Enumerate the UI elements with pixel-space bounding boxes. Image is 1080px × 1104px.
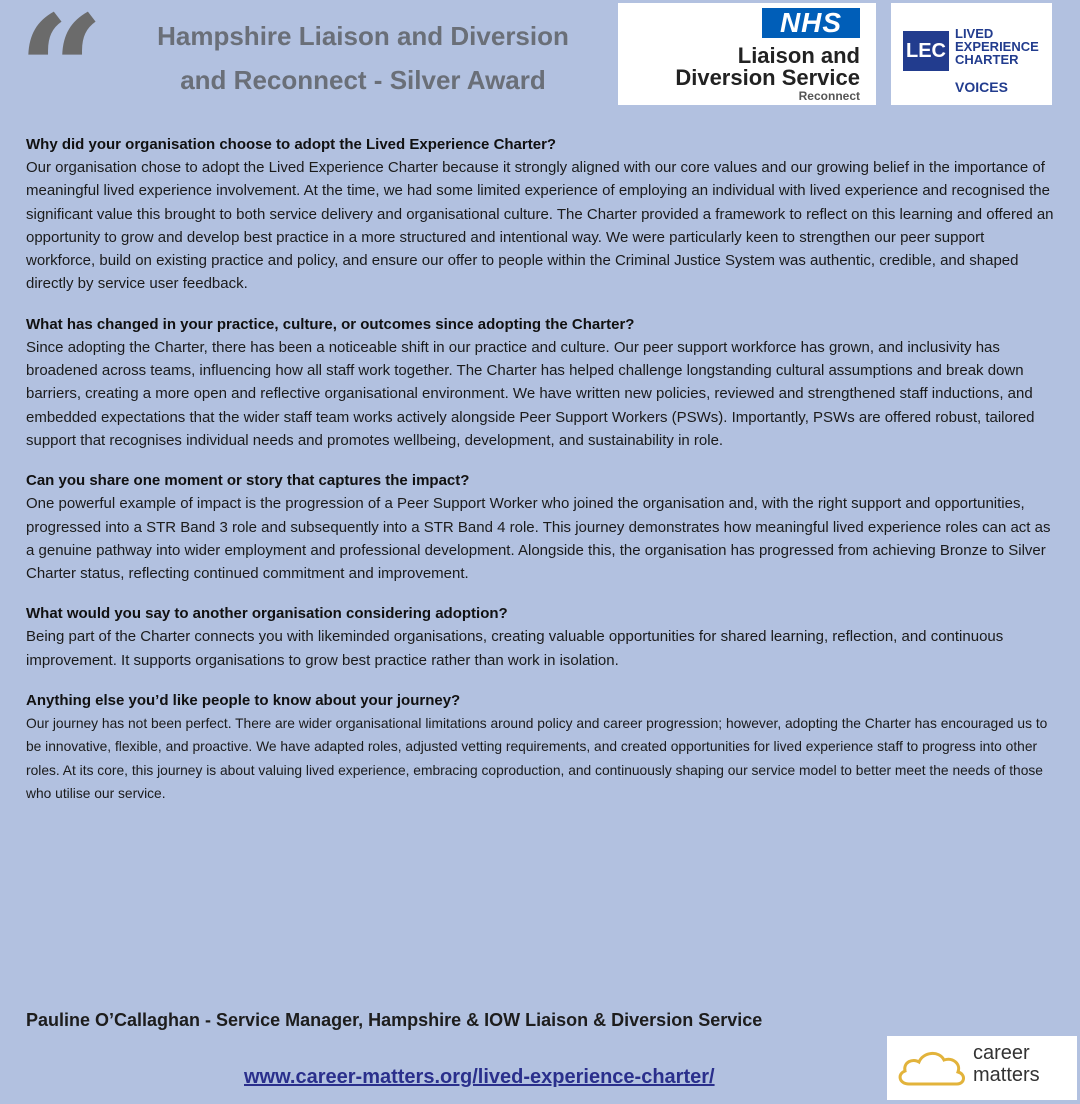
quote-mark-icon: “ [18, 0, 105, 159]
page-title [118, 14, 608, 102]
qa-section-why-adopt [26, 134, 1056, 296]
nhs-liaison-diversion-logo [618, 3, 876, 105]
nhs-badge: NHS [762, 8, 860, 38]
answer: One powerful example of impact is the progression of a Peer Support Worker who joined the organisation and, with the right support and opportunities, progressed into a STR Band 3 role and subsequently into a STR Band 4 role. This journey demonstrates how meaningful lived experience roles can act as a genuine pathway into wider employment and professional development. Alongside this, the organisation has progressed from achieving Bronze to Silver Charter status, reflecting continued commitment and improvement. [26, 495, 1051, 583]
lec-badge: LEC [903, 31, 949, 71]
nhs-logo-line-1: Liaison and [737, 43, 860, 68]
nhs-logo-line-2: Diversion Service [675, 65, 860, 90]
lec-line-2: EXPERIENCE [955, 39, 1039, 54]
title-line-2: and Reconnect - Silver Award [180, 65, 546, 95]
lec-line-1: LIVED [955, 26, 994, 41]
answer: Our organisation chose to adopt the Lived Experience Charter because it strongly aligned with our core values and our growing belief in the importance of meaningful lived experience involvement. At the time, we had some limited experience of employing an individual with lived experience and recognised the significant value this brought to both service delivery and organisational culture. The Charter provided a framework to reflect on this learning and offered an opportunity to grow and develop best practice in a more structured and intentional way. We were particularly keen to strengthen our peer support workforce, build on existing practice and policy, and ensure our offer to people within the Criminal Justice System was authentic, credible, and shaped directly by service user feedback. [26, 159, 1054, 293]
qa-content [26, 134, 1056, 823]
answer: Since adopting the Charter, there has been a noticeable shift in our practice and culture. Our peer support workforce has grown, and inclusivity has broadened across teams, influencing how all staff work together. The Charter has helped challenge longstanding cultural assumptions and break down barriers, creating a more open and reflective organisational environment. We have written new policies, reviewed and strengthened staff inductions, and embedded expectations that the wider staff team works actively alongside Peer Support Workers (PSWs). Importantly, PSWs are offered robust, tailored support that recognises individual needs and promotes wellbeing, development, and sustainability in role. [26, 338, 1035, 449]
question: Why did your organisation choose to adopt the Lived Experience Charter? [26, 136, 557, 153]
career-matters-line-1: career [973, 1042, 1030, 1064]
qa-section-what-changed [26, 314, 1056, 452]
signature: Pauline O’Callaghan - Service Manager, Hampshire & IOW Liaison & Diversion Service [26, 1010, 763, 1030]
career-matters-wordmark [973, 1042, 1040, 1086]
career-matters-line-2: matters [973, 1064, 1040, 1086]
title-line-1: Hampshire Liaison and Diversion [157, 21, 569, 51]
question: Can you share one moment or story that captures the impact? [26, 472, 470, 490]
nhs-logo-subtitle: Reconnect [798, 89, 860, 103]
answer: Our journey has not been perfect. There are wider organisational limitations around policy and career progression; however, adopting the Charter has encouraged us to be innovative, flexible, and proactive. We have adapted roles, adjusted vetting requirements, and created opportunities for lived experience staff to progress into other roles. At its core, this journey is about valuing lived experience, embracing coproduction, and continuously shaping our service model to better meet the needs of those who utilise our service. [26, 716, 1048, 801]
qa-section-impact-story [26, 470, 1056, 585]
charter-url-link[interactable]: www.career-matters.org/lived-experience-charter/ [244, 1066, 715, 1088]
lec-voices-label: VOICES [955, 79, 1008, 95]
lec-line-3: CHARTER [955, 52, 1019, 67]
lec-voices-logo [891, 3, 1052, 105]
question: Anything else you’d like people to know about your journey? [26, 692, 461, 710]
question: What has changed in your practice, culture, or outcomes since adopting the Charter? [26, 315, 635, 333]
career-matters-logo [887, 1036, 1077, 1100]
lec-logo-text [955, 27, 1039, 66]
cloud-icon [895, 1046, 969, 1090]
qa-section-advice [26, 603, 1056, 672]
answer: Being part of the Charter connects you with likeminded organisations, creating valuable opportunities for shared learning, reflection, and continuous improvement. It supports organisations to grow best practice rather than work in isolation. [26, 628, 1004, 669]
qa-section-journey [26, 690, 1056, 805]
question: What would you say to another organisation considering adoption? [26, 605, 508, 623]
